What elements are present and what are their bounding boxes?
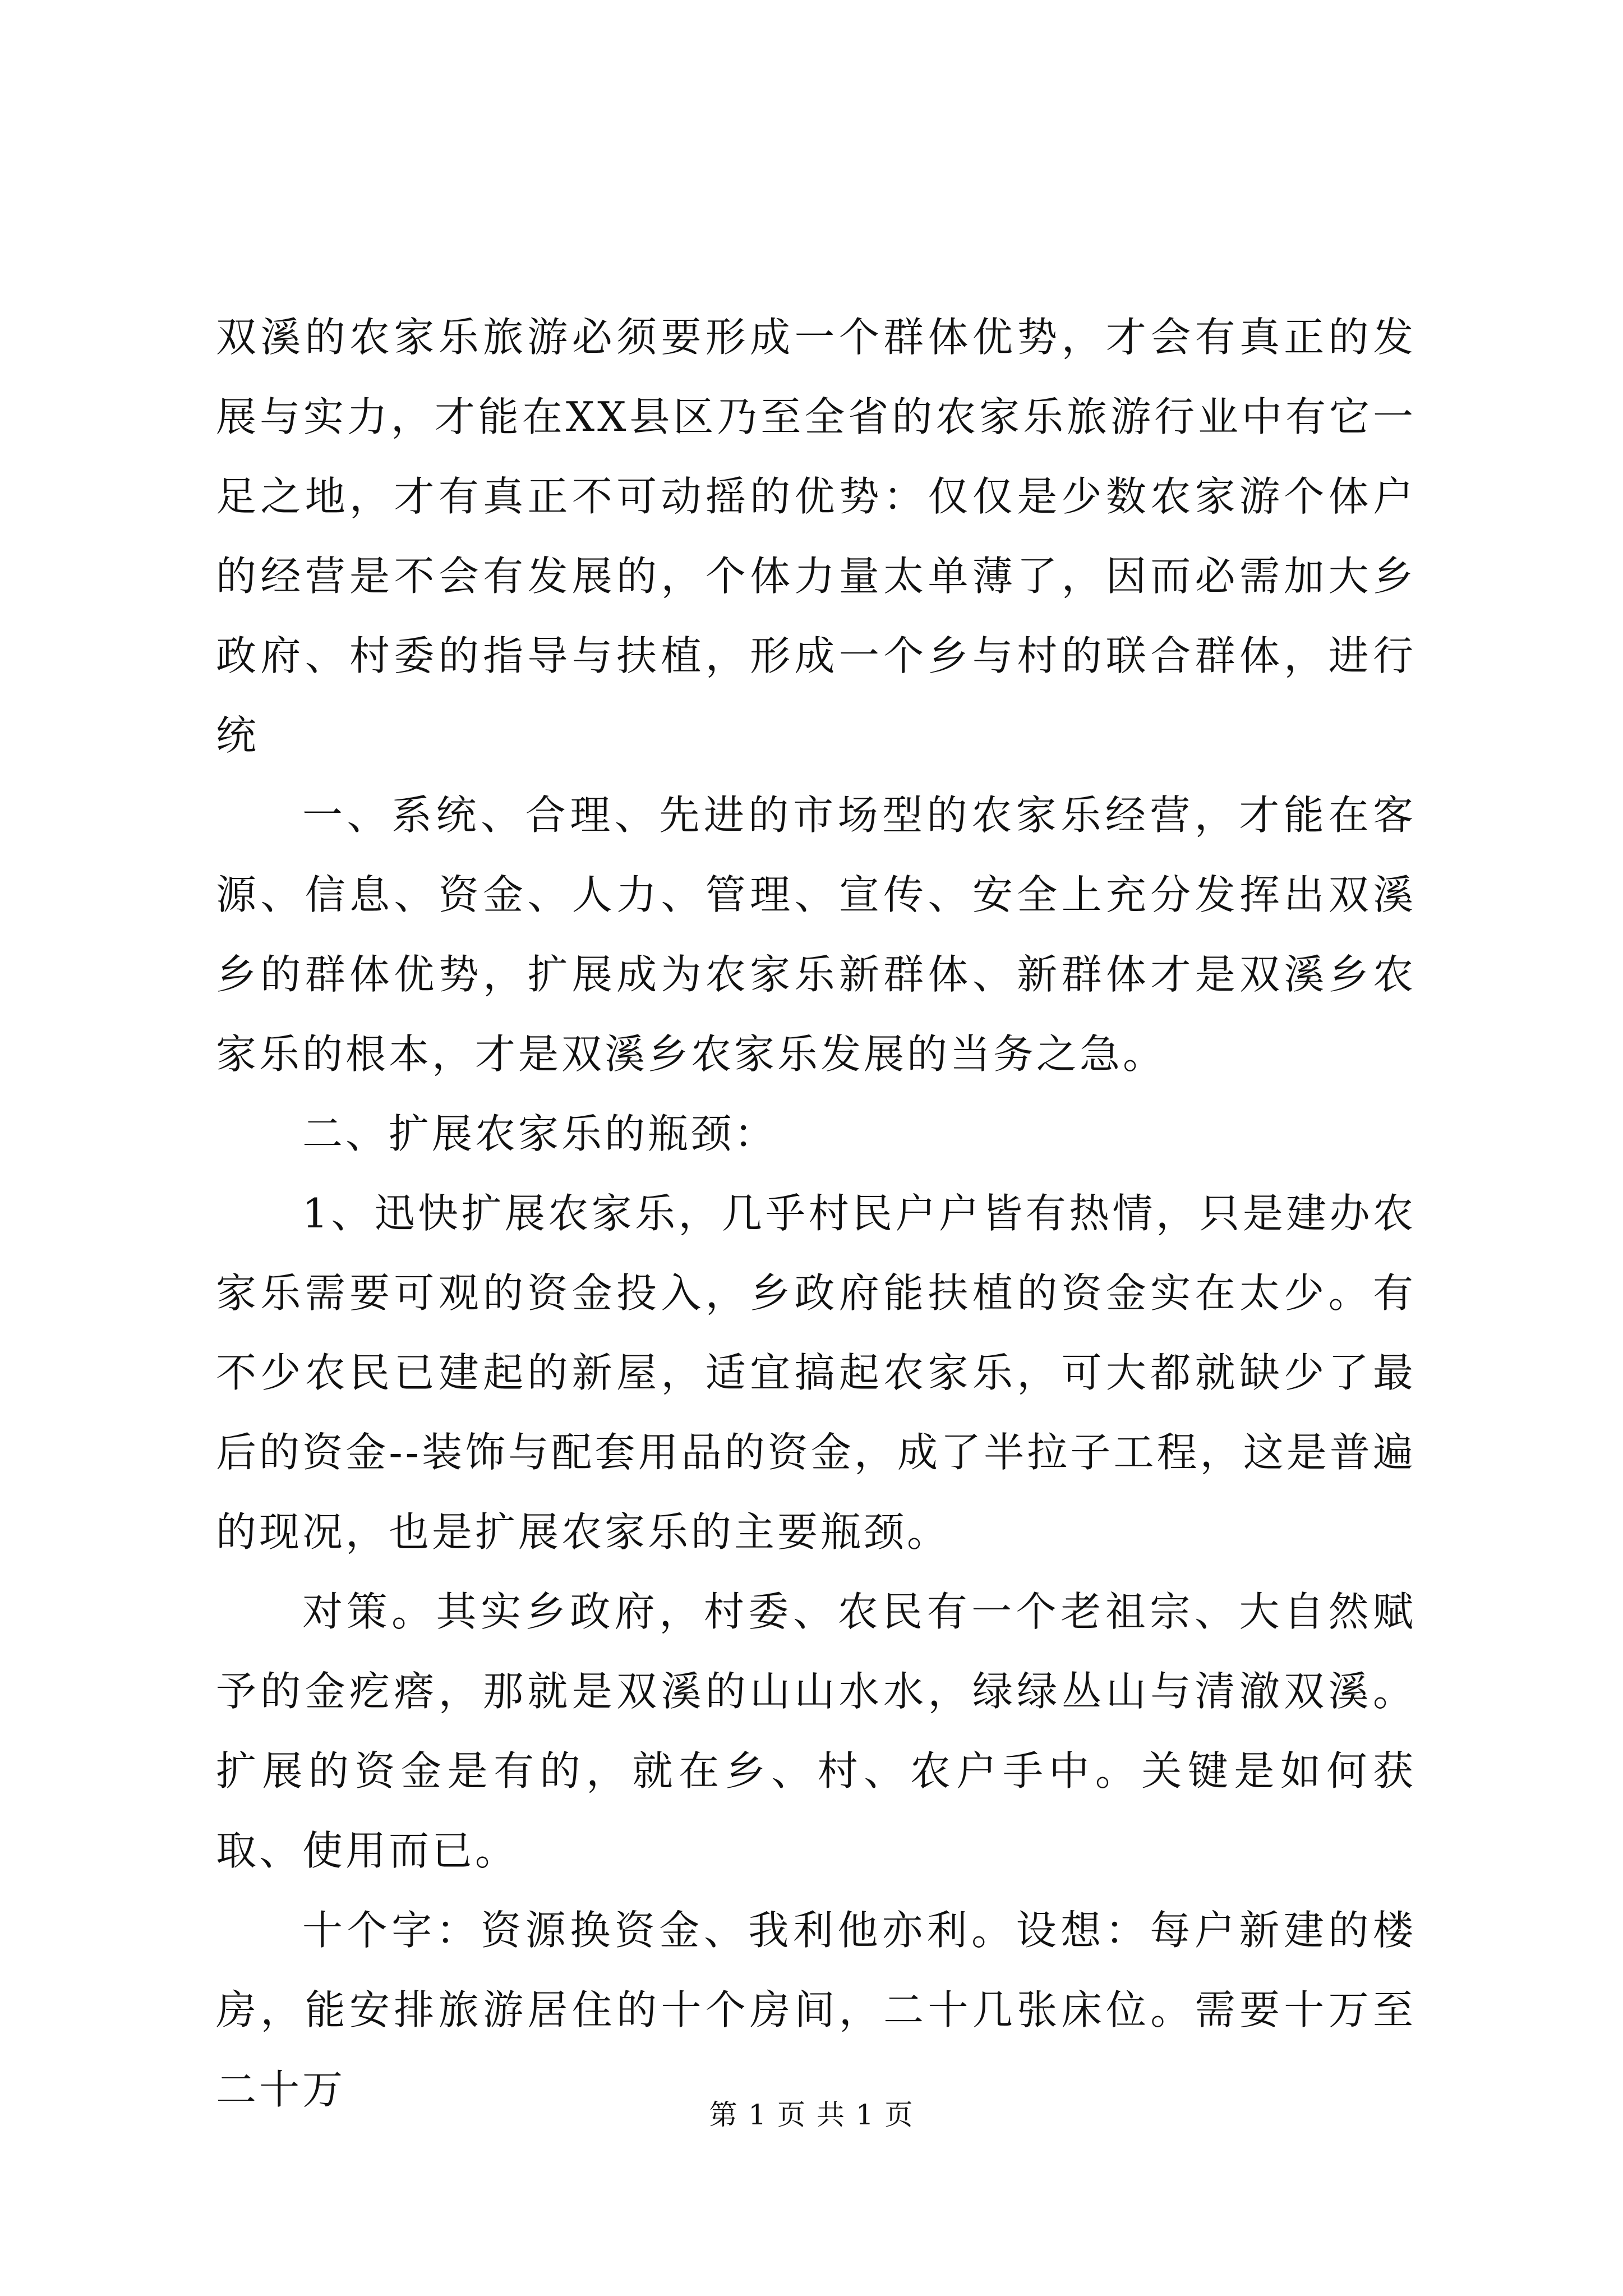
paragraph-2: 一、系统、合理、先进的市场型的农家乐经营，才能在客源、信息、资金、人力、管理、宣传、安全上充分发挥出双溪乡的群体优势，扩展成为农家乐新群体、新群体才是双溪乡农家乐的根本，才是双溪乡农家乐发展的当务之急。 [216, 792, 1416, 1078]
page-footer: 第 1 页 共 1 页 [709, 2099, 914, 2131]
paragraph-6: 十个字：资源换资金、我利他亦利。设想：每户新建的楼房，能安排旅游居住的十个房间，二十几张床位。需要十万至二十万 [216, 1907, 1416, 2113]
paragraph-5: 对策。其实乡政府，村委、农民有一个老祖宗、大自然赋予的金疙瘩，那就是双溪的山山水水，绿绿丛山与清澈双溪。扩展的资金是有的，就在乡、村、农户手中。关键是如何获取、使用而已。 [216, 1588, 1416, 1874]
paragraph-4: 1、迅快扩展农家乐，几乎村民户户皆有热情，只是建办农家乐需要可观的资金投入，乡政府能扶植的资金实在太少。有不少农民已建起的新屋，适宜搞起农家乐，可大都就缺少了最后的资金--装饰与配套用品的资金，成了半拉子工程，这是普遍的现况，也是扩展农家乐的主要瓶颈。 [216, 1190, 1416, 1556]
document-body [216, 297, 1416, 2129]
paragraph-3: 二、扩展农家乐的瓶颈： [302, 1110, 778, 1157]
paragraph-1: 双溪的农家乐旅游必须要形成一个群体优势，才会有真正的发展与实力，才能在XX县区乃至全省的农家乐旅游行业中有它一足之地，才有真正不可动摇的优势：仅仅是少数农家游个体户的经营是不会有发展的，个体力量太单薄了，因而必需加大乡政府、村委的指导与扶植，形成一个乡与村的联合群体，进行统 [216, 314, 1416, 759]
